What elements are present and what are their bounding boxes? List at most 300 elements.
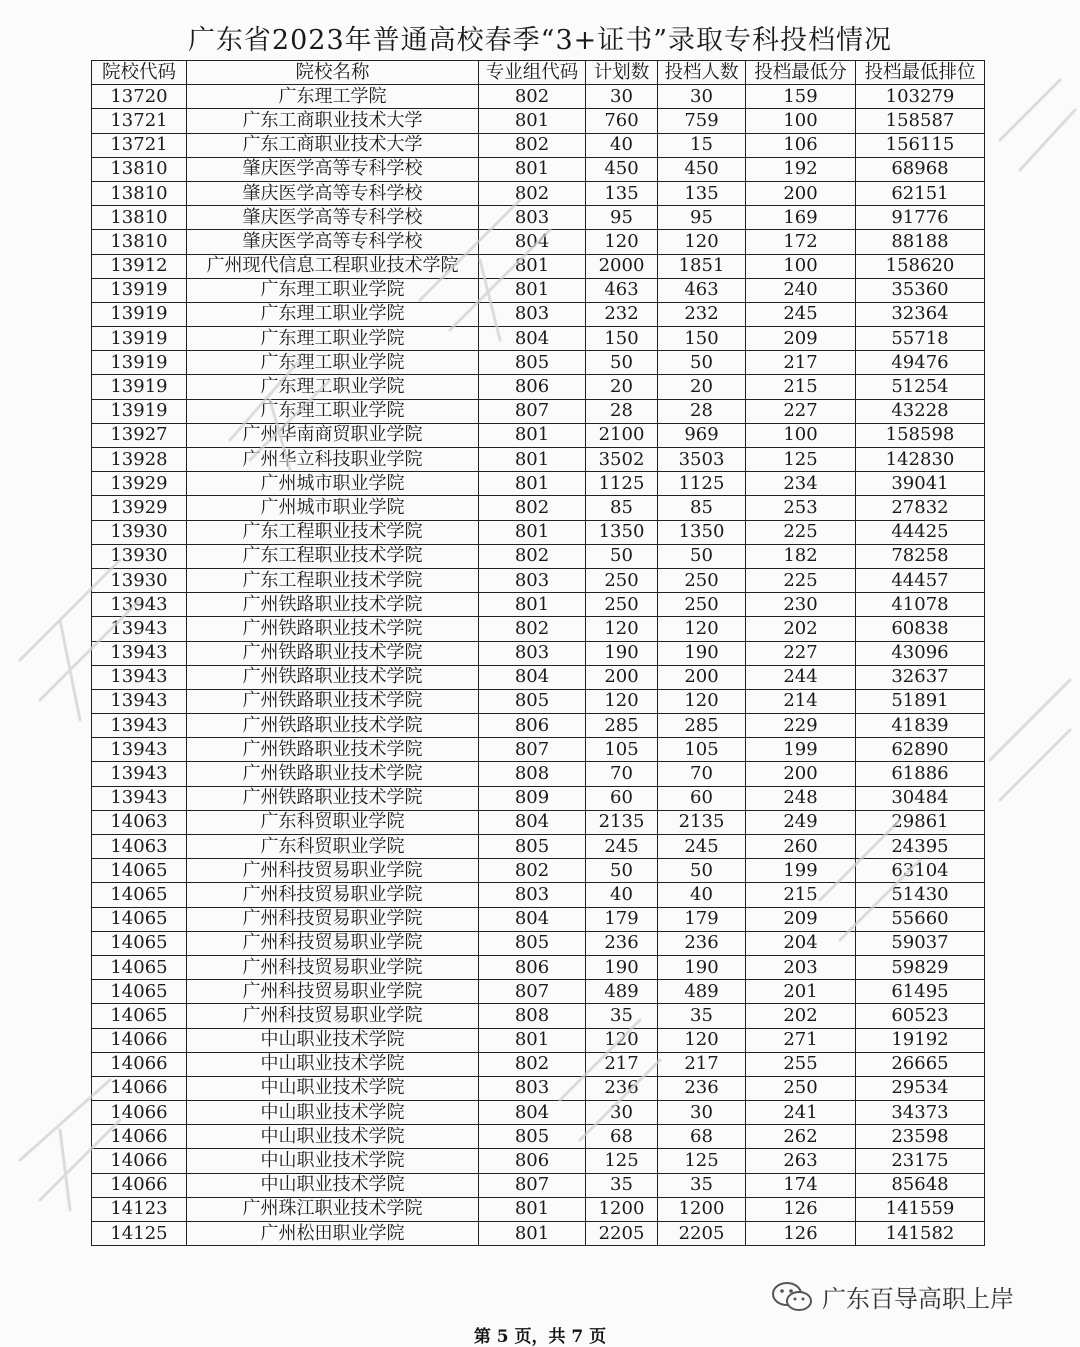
cell-school-name: 广州铁路职业技术学院 bbox=[187, 786, 479, 810]
cell-admitted: 35 bbox=[658, 1004, 746, 1028]
cell-min-rank: 43228 bbox=[856, 399, 985, 423]
cell-school-name: 广州城市职业学院 bbox=[187, 472, 479, 496]
brand-watermark bbox=[770, 1279, 1014, 1314]
cell-min-score: 249 bbox=[746, 810, 856, 834]
cell-admitted: 150 bbox=[658, 327, 746, 351]
cell-school-code: 13720 bbox=[92, 85, 187, 109]
table-row bbox=[92, 1004, 985, 1028]
cell-group-code: 807 bbox=[479, 1173, 586, 1197]
cell-min-score: 201 bbox=[746, 980, 856, 1004]
cell-plan: 2000 bbox=[586, 254, 658, 278]
cell-school-name: 广东理工职业学院 bbox=[187, 399, 479, 423]
cell-plan: 150 bbox=[586, 327, 658, 351]
cell-school-code: 14065 bbox=[92, 931, 187, 955]
cell-min-rank: 91776 bbox=[856, 206, 985, 230]
cell-admitted: 217 bbox=[658, 1052, 746, 1076]
cell-group-code: 805 bbox=[479, 835, 586, 859]
table-row bbox=[92, 520, 985, 544]
cell-admitted: 179 bbox=[658, 907, 746, 931]
cell-min-score: 214 bbox=[746, 689, 856, 713]
col-header-min-score: 投档最低分 bbox=[746, 61, 856, 85]
table-row bbox=[92, 375, 985, 399]
cell-group-code: 806 bbox=[479, 375, 586, 399]
cell-plan: 2135 bbox=[586, 810, 658, 834]
table-row bbox=[92, 1197, 985, 1221]
table-row bbox=[92, 544, 985, 568]
table-row bbox=[92, 133, 985, 157]
cell-group-code: 808 bbox=[479, 762, 586, 786]
table-row bbox=[92, 762, 985, 786]
cell-min-rank: 156115 bbox=[856, 133, 985, 157]
cell-school-name: 广州铁路职业技术学院 bbox=[187, 738, 479, 762]
cell-group-code: 802 bbox=[479, 133, 586, 157]
cell-group-code: 808 bbox=[479, 1004, 586, 1028]
cell-group-code: 801 bbox=[479, 472, 586, 496]
cell-school-code: 13919 bbox=[92, 278, 187, 302]
cell-school-name: 中山职业技术学院 bbox=[187, 1076, 479, 1100]
cell-min-score: 260 bbox=[746, 835, 856, 859]
cell-admitted: 1350 bbox=[658, 520, 746, 544]
cell-group-code: 807 bbox=[479, 399, 586, 423]
page-number: 第 5 页，共 7 页 bbox=[473, 1327, 607, 1347]
cell-school-code: 13943 bbox=[92, 762, 187, 786]
cell-admitted: 125 bbox=[658, 1149, 746, 1173]
col-header-min-rank: 投档最低排位 bbox=[856, 61, 985, 85]
cell-school-name: 广州科技贸易职业学院 bbox=[187, 907, 479, 931]
cell-plan: 95 bbox=[586, 206, 658, 230]
table-row bbox=[92, 472, 985, 496]
cell-min-rank: 59037 bbox=[856, 931, 985, 955]
cell-min-score: 245 bbox=[746, 302, 856, 326]
table-row bbox=[92, 399, 985, 423]
cell-group-code: 802 bbox=[479, 85, 586, 109]
table-row bbox=[92, 859, 985, 883]
cell-plan: 1350 bbox=[586, 520, 658, 544]
cell-admitted: 245 bbox=[658, 835, 746, 859]
table-row bbox=[92, 327, 985, 351]
cell-min-rank: 43096 bbox=[856, 641, 985, 665]
cell-school-name: 广东理工职业学院 bbox=[187, 351, 479, 375]
cell-min-rank: 142830 bbox=[856, 448, 985, 472]
cell-plan: 1125 bbox=[586, 472, 658, 496]
cell-plan: 120 bbox=[586, 617, 658, 641]
cell-admitted: 20 bbox=[658, 375, 746, 399]
cell-plan: 250 bbox=[586, 593, 658, 617]
cell-min-score: 248 bbox=[746, 786, 856, 810]
cell-min-score: 225 bbox=[746, 568, 856, 592]
table-row bbox=[92, 714, 985, 738]
cell-min-score: 169 bbox=[746, 206, 856, 230]
table-row bbox=[92, 1125, 985, 1149]
table-row bbox=[92, 1028, 985, 1052]
cell-plan: 217 bbox=[586, 1052, 658, 1076]
cell-min-rank: 23175 bbox=[856, 1149, 985, 1173]
cell-min-score: 199 bbox=[746, 738, 856, 762]
cell-admitted: 190 bbox=[658, 641, 746, 665]
cell-school-code: 14066 bbox=[92, 1101, 187, 1125]
cell-admitted: 1125 bbox=[658, 472, 746, 496]
cell-admitted: 120 bbox=[658, 1028, 746, 1052]
cell-min-rank: 19192 bbox=[856, 1028, 985, 1052]
cell-min-rank: 30484 bbox=[856, 786, 985, 810]
cell-min-rank: 51254 bbox=[856, 375, 985, 399]
table-row bbox=[92, 1101, 985, 1125]
table-row bbox=[92, 496, 985, 520]
cell-group-code: 804 bbox=[479, 907, 586, 931]
cell-group-code: 801 bbox=[479, 157, 586, 181]
cell-plan: 190 bbox=[586, 955, 658, 979]
cell-plan: 50 bbox=[586, 351, 658, 375]
cell-group-code: 801 bbox=[479, 520, 586, 544]
cell-school-name: 广州华南商贸职业学院 bbox=[187, 423, 479, 447]
cell-school-name: 广州珠江职业技术学院 bbox=[187, 1197, 479, 1221]
cell-min-rank: 34373 bbox=[856, 1101, 985, 1125]
cell-min-score: 230 bbox=[746, 593, 856, 617]
cell-school-code: 14066 bbox=[92, 1125, 187, 1149]
cell-group-code: 802 bbox=[479, 617, 586, 641]
cell-min-rank: 44425 bbox=[856, 520, 985, 544]
cell-school-name: 广州铁路职业技术学院 bbox=[187, 762, 479, 786]
cell-school-code: 13810 bbox=[92, 206, 187, 230]
table-row bbox=[92, 883, 985, 907]
cell-plan: 68 bbox=[586, 1125, 658, 1149]
cell-admitted: 85 bbox=[658, 496, 746, 520]
cell-min-rank: 32364 bbox=[856, 302, 985, 326]
cell-admitted: 50 bbox=[658, 351, 746, 375]
cell-admitted: 95 bbox=[658, 206, 746, 230]
cell-group-code: 804 bbox=[479, 665, 586, 689]
cell-plan: 450 bbox=[586, 157, 658, 181]
cell-min-score: 215 bbox=[746, 375, 856, 399]
cell-min-score: 240 bbox=[746, 278, 856, 302]
cell-school-name: 广州铁路职业技术学院 bbox=[187, 593, 479, 617]
cell-school-name: 广州华立科技职业学院 bbox=[187, 448, 479, 472]
cell-plan: 760 bbox=[586, 109, 658, 133]
cell-school-code: 14066 bbox=[92, 1028, 187, 1052]
cell-school-name: 广东科贸职业学院 bbox=[187, 835, 479, 859]
cell-min-rank: 141582 bbox=[856, 1222, 985, 1246]
cell-admitted: 15 bbox=[658, 133, 746, 157]
cell-min-score: 262 bbox=[746, 1125, 856, 1149]
cell-group-code: 802 bbox=[479, 496, 586, 520]
table-row bbox=[92, 955, 985, 979]
cell-school-name: 广东理工职业学院 bbox=[187, 278, 479, 302]
cell-plan: 236 bbox=[586, 1076, 658, 1100]
cell-school-name: 广东工商职业技术大学 bbox=[187, 109, 479, 133]
cell-admitted: 190 bbox=[658, 955, 746, 979]
cell-min-rank: 60838 bbox=[856, 617, 985, 641]
cell-school-name: 肇庆医学高等专科学校 bbox=[187, 157, 479, 181]
cell-min-score: 203 bbox=[746, 955, 856, 979]
cell-admitted: 250 bbox=[658, 593, 746, 617]
cell-admitted: 489 bbox=[658, 980, 746, 1004]
cell-admitted: 3503 bbox=[658, 448, 746, 472]
cell-min-score: 126 bbox=[746, 1197, 856, 1221]
cell-group-code: 803 bbox=[479, 302, 586, 326]
cell-min-rank: 39041 bbox=[856, 472, 985, 496]
cell-group-code: 802 bbox=[479, 544, 586, 568]
cell-min-rank: 29861 bbox=[856, 810, 985, 834]
cell-school-code: 13721 bbox=[92, 109, 187, 133]
cell-min-score: 174 bbox=[746, 1173, 856, 1197]
cell-plan: 30 bbox=[586, 1101, 658, 1125]
cell-school-name: 中山职业技术学院 bbox=[187, 1052, 479, 1076]
cell-school-code: 13943 bbox=[92, 665, 187, 689]
cell-min-score: 217 bbox=[746, 351, 856, 375]
table-row bbox=[92, 1173, 985, 1197]
cell-min-score: 106 bbox=[746, 133, 856, 157]
cell-plan: 245 bbox=[586, 835, 658, 859]
cell-school-code: 14065 bbox=[92, 859, 187, 883]
cell-school-name: 肇庆医学高等专科学校 bbox=[187, 206, 479, 230]
cell-min-rank: 44457 bbox=[856, 568, 985, 592]
cell-school-code: 14066 bbox=[92, 1076, 187, 1100]
cell-admitted: 120 bbox=[658, 617, 746, 641]
table-row bbox=[92, 448, 985, 472]
cell-group-code: 804 bbox=[479, 810, 586, 834]
cell-school-code: 13943 bbox=[92, 689, 187, 713]
cell-school-code: 14066 bbox=[92, 1149, 187, 1173]
cell-school-name: 广东理工职业学院 bbox=[187, 302, 479, 326]
cell-school-name: 广东理工学院 bbox=[187, 85, 479, 109]
cell-min-rank: 41839 bbox=[856, 714, 985, 738]
cell-plan: 190 bbox=[586, 641, 658, 665]
cell-plan: 40 bbox=[586, 883, 658, 907]
cell-min-rank: 141559 bbox=[856, 1197, 985, 1221]
cell-school-name: 广州科技贸易职业学院 bbox=[187, 955, 479, 979]
cell-school-name: 广东工程职业技术学院 bbox=[187, 544, 479, 568]
cell-admitted: 120 bbox=[658, 689, 746, 713]
cell-group-code: 801 bbox=[479, 109, 586, 133]
cell-group-code: 801 bbox=[479, 254, 586, 278]
table-row bbox=[92, 689, 985, 713]
cell-min-score: 204 bbox=[746, 931, 856, 955]
cell-admitted: 105 bbox=[658, 738, 746, 762]
cell-school-code: 13943 bbox=[92, 641, 187, 665]
table-row bbox=[92, 1052, 985, 1076]
cell-plan: 120 bbox=[586, 1028, 658, 1052]
cell-min-score: 100 bbox=[746, 109, 856, 133]
col-header-admitted: 投档人数 bbox=[658, 61, 746, 85]
cell-group-code: 804 bbox=[479, 1101, 586, 1125]
cell-admitted: 236 bbox=[658, 1076, 746, 1100]
cell-school-code: 13919 bbox=[92, 399, 187, 423]
cell-min-score: 227 bbox=[746, 399, 856, 423]
cell-min-score: 192 bbox=[746, 157, 856, 181]
cell-school-name: 中山职业技术学院 bbox=[187, 1149, 479, 1173]
table-row bbox=[92, 278, 985, 302]
cell-group-code: 806 bbox=[479, 714, 586, 738]
cell-min-rank: 59829 bbox=[856, 955, 985, 979]
cell-min-rank: 85648 bbox=[856, 1173, 985, 1197]
table-row bbox=[92, 85, 985, 109]
cell-school-name: 中山职业技术学院 bbox=[187, 1173, 479, 1197]
cell-school-name: 中山职业技术学院 bbox=[187, 1028, 479, 1052]
cell-school-code: 13943 bbox=[92, 714, 187, 738]
cell-plan: 120 bbox=[586, 230, 658, 254]
cell-min-rank: 29534 bbox=[856, 1076, 985, 1100]
table-row bbox=[92, 810, 985, 834]
cell-admitted: 1851 bbox=[658, 254, 746, 278]
cell-school-name: 广州科技贸易职业学院 bbox=[187, 980, 479, 1004]
table-row bbox=[92, 568, 985, 592]
col-header-plan: 计划数 bbox=[586, 61, 658, 85]
table-row bbox=[92, 206, 985, 230]
table-row bbox=[92, 931, 985, 955]
cell-min-score: 202 bbox=[746, 617, 856, 641]
cell-min-score: 200 bbox=[746, 181, 856, 205]
cell-school-name: 广东科贸职业学院 bbox=[187, 810, 479, 834]
cell-admitted: 285 bbox=[658, 714, 746, 738]
cell-plan: 236 bbox=[586, 931, 658, 955]
cell-plan: 200 bbox=[586, 665, 658, 689]
cell-school-code: 13930 bbox=[92, 544, 187, 568]
cell-min-score: 225 bbox=[746, 520, 856, 544]
cell-plan: 20 bbox=[586, 375, 658, 399]
cell-admitted: 70 bbox=[658, 762, 746, 786]
cell-admitted: 50 bbox=[658, 544, 746, 568]
cell-school-name: 中山职业技术学院 bbox=[187, 1125, 479, 1149]
cell-plan: 2100 bbox=[586, 423, 658, 447]
cell-plan: 489 bbox=[586, 980, 658, 1004]
cell-min-rank: 23598 bbox=[856, 1125, 985, 1149]
cell-school-name: 广州铁路职业技术学院 bbox=[187, 665, 479, 689]
cell-school-code: 13943 bbox=[92, 738, 187, 762]
cell-plan: 1200 bbox=[586, 1197, 658, 1221]
cell-plan: 35 bbox=[586, 1173, 658, 1197]
cell-group-code: 801 bbox=[479, 593, 586, 617]
cell-plan: 85 bbox=[586, 496, 658, 520]
cell-admitted: 30 bbox=[658, 1101, 746, 1125]
cell-admitted: 969 bbox=[658, 423, 746, 447]
cell-group-code: 807 bbox=[479, 738, 586, 762]
table-header-row bbox=[92, 61, 985, 85]
cell-group-code: 801 bbox=[479, 1028, 586, 1052]
cell-min-rank: 27832 bbox=[856, 496, 985, 520]
cell-group-code: 809 bbox=[479, 786, 586, 810]
cell-admitted: 2205 bbox=[658, 1222, 746, 1246]
cell-school-name: 广东工程职业技术学院 bbox=[187, 520, 479, 544]
cell-admitted: 30 bbox=[658, 85, 746, 109]
table-row bbox=[92, 593, 985, 617]
cell-min-rank: 62890 bbox=[856, 738, 985, 762]
cell-min-score: 271 bbox=[746, 1028, 856, 1052]
cell-group-code: 803 bbox=[479, 206, 586, 230]
cell-school-code: 14063 bbox=[92, 835, 187, 859]
cell-admitted: 50 bbox=[658, 859, 746, 883]
cell-school-name: 广州现代信息工程职业技术学院 bbox=[187, 254, 479, 278]
cell-min-score: 100 bbox=[746, 423, 856, 447]
cell-school-name: 广州科技贸易职业学院 bbox=[187, 1004, 479, 1028]
cell-group-code: 801 bbox=[479, 423, 586, 447]
cell-group-code: 806 bbox=[479, 955, 586, 979]
cell-min-rank: 61495 bbox=[856, 980, 985, 1004]
cell-school-name: 肇庆医学高等专科学校 bbox=[187, 230, 479, 254]
cell-admitted: 232 bbox=[658, 302, 746, 326]
cell-plan: 135 bbox=[586, 181, 658, 205]
table-row bbox=[92, 1076, 985, 1100]
cell-admitted: 2135 bbox=[658, 810, 746, 834]
page-title: 广东省2023年普通高校春季“3+证书”录取专科投档情况 bbox=[187, 25, 893, 56]
cell-min-rank: 158587 bbox=[856, 109, 985, 133]
cell-plan: 250 bbox=[586, 568, 658, 592]
cell-admitted: 250 bbox=[658, 568, 746, 592]
cell-min-score: 253 bbox=[746, 496, 856, 520]
cell-school-code: 14065 bbox=[92, 980, 187, 1004]
cell-group-code: 801 bbox=[479, 278, 586, 302]
table-row bbox=[92, 230, 985, 254]
cell-min-score: 100 bbox=[746, 254, 856, 278]
cell-min-score: 202 bbox=[746, 1004, 856, 1028]
cell-plan: 28 bbox=[586, 399, 658, 423]
cell-school-code: 14065 bbox=[92, 907, 187, 931]
cell-min-score: 234 bbox=[746, 472, 856, 496]
cell-plan: 50 bbox=[586, 859, 658, 883]
cell-school-code: 13930 bbox=[92, 520, 187, 544]
cell-admitted: 68 bbox=[658, 1125, 746, 1149]
cell-admitted: 200 bbox=[658, 665, 746, 689]
cell-min-rank: 55718 bbox=[856, 327, 985, 351]
cell-group-code: 805 bbox=[479, 931, 586, 955]
cell-min-rank: 62151 bbox=[856, 181, 985, 205]
cell-min-score: 250 bbox=[746, 1076, 856, 1100]
wechat-icon bbox=[770, 1280, 814, 1314]
cell-min-score: 263 bbox=[746, 1149, 856, 1173]
cell-school-name: 广州松田职业学院 bbox=[187, 1222, 479, 1246]
table-row bbox=[92, 254, 985, 278]
cell-group-code: 805 bbox=[479, 351, 586, 375]
cell-admitted: 236 bbox=[658, 931, 746, 955]
cell-school-code: 14125 bbox=[92, 1222, 187, 1246]
cell-min-rank: 51891 bbox=[856, 689, 985, 713]
cell-min-score: 209 bbox=[746, 907, 856, 931]
table-row bbox=[92, 109, 985, 133]
col-header-school-code: 院校代码 bbox=[92, 61, 187, 85]
table-row bbox=[92, 907, 985, 931]
table-row bbox=[92, 423, 985, 447]
cell-plan: 30 bbox=[586, 85, 658, 109]
cell-group-code: 805 bbox=[479, 1125, 586, 1149]
cell-plan: 35 bbox=[586, 1004, 658, 1028]
cell-min-score: 172 bbox=[746, 230, 856, 254]
cell-school-name: 广州铁路职业技术学院 bbox=[187, 617, 479, 641]
cell-school-name: 广州城市职业学院 bbox=[187, 496, 479, 520]
table-row bbox=[92, 351, 985, 375]
cell-min-rank: 78258 bbox=[856, 544, 985, 568]
cell-plan: 40 bbox=[586, 133, 658, 157]
table-row bbox=[92, 181, 985, 205]
cell-school-code: 13810 bbox=[92, 181, 187, 205]
cell-min-rank: 63104 bbox=[856, 859, 985, 883]
cell-min-rank: 26665 bbox=[856, 1052, 985, 1076]
cell-group-code: 802 bbox=[479, 1052, 586, 1076]
table-row bbox=[92, 302, 985, 326]
cell-plan: 285 bbox=[586, 714, 658, 738]
cell-school-code: 13810 bbox=[92, 230, 187, 254]
cell-school-code: 13927 bbox=[92, 423, 187, 447]
cell-group-code: 803 bbox=[479, 641, 586, 665]
cell-min-rank: 61886 bbox=[856, 762, 985, 786]
cell-school-code: 13929 bbox=[92, 472, 187, 496]
cell-group-code: 804 bbox=[479, 327, 586, 351]
cell-school-code: 13919 bbox=[92, 351, 187, 375]
cell-plan: 3502 bbox=[586, 448, 658, 472]
cell-school-code: 13912 bbox=[92, 254, 187, 278]
cell-min-rank: 35360 bbox=[856, 278, 985, 302]
cell-school-code: 13930 bbox=[92, 568, 187, 592]
cell-group-code: 805 bbox=[479, 689, 586, 713]
cell-school-code: 13943 bbox=[92, 786, 187, 810]
